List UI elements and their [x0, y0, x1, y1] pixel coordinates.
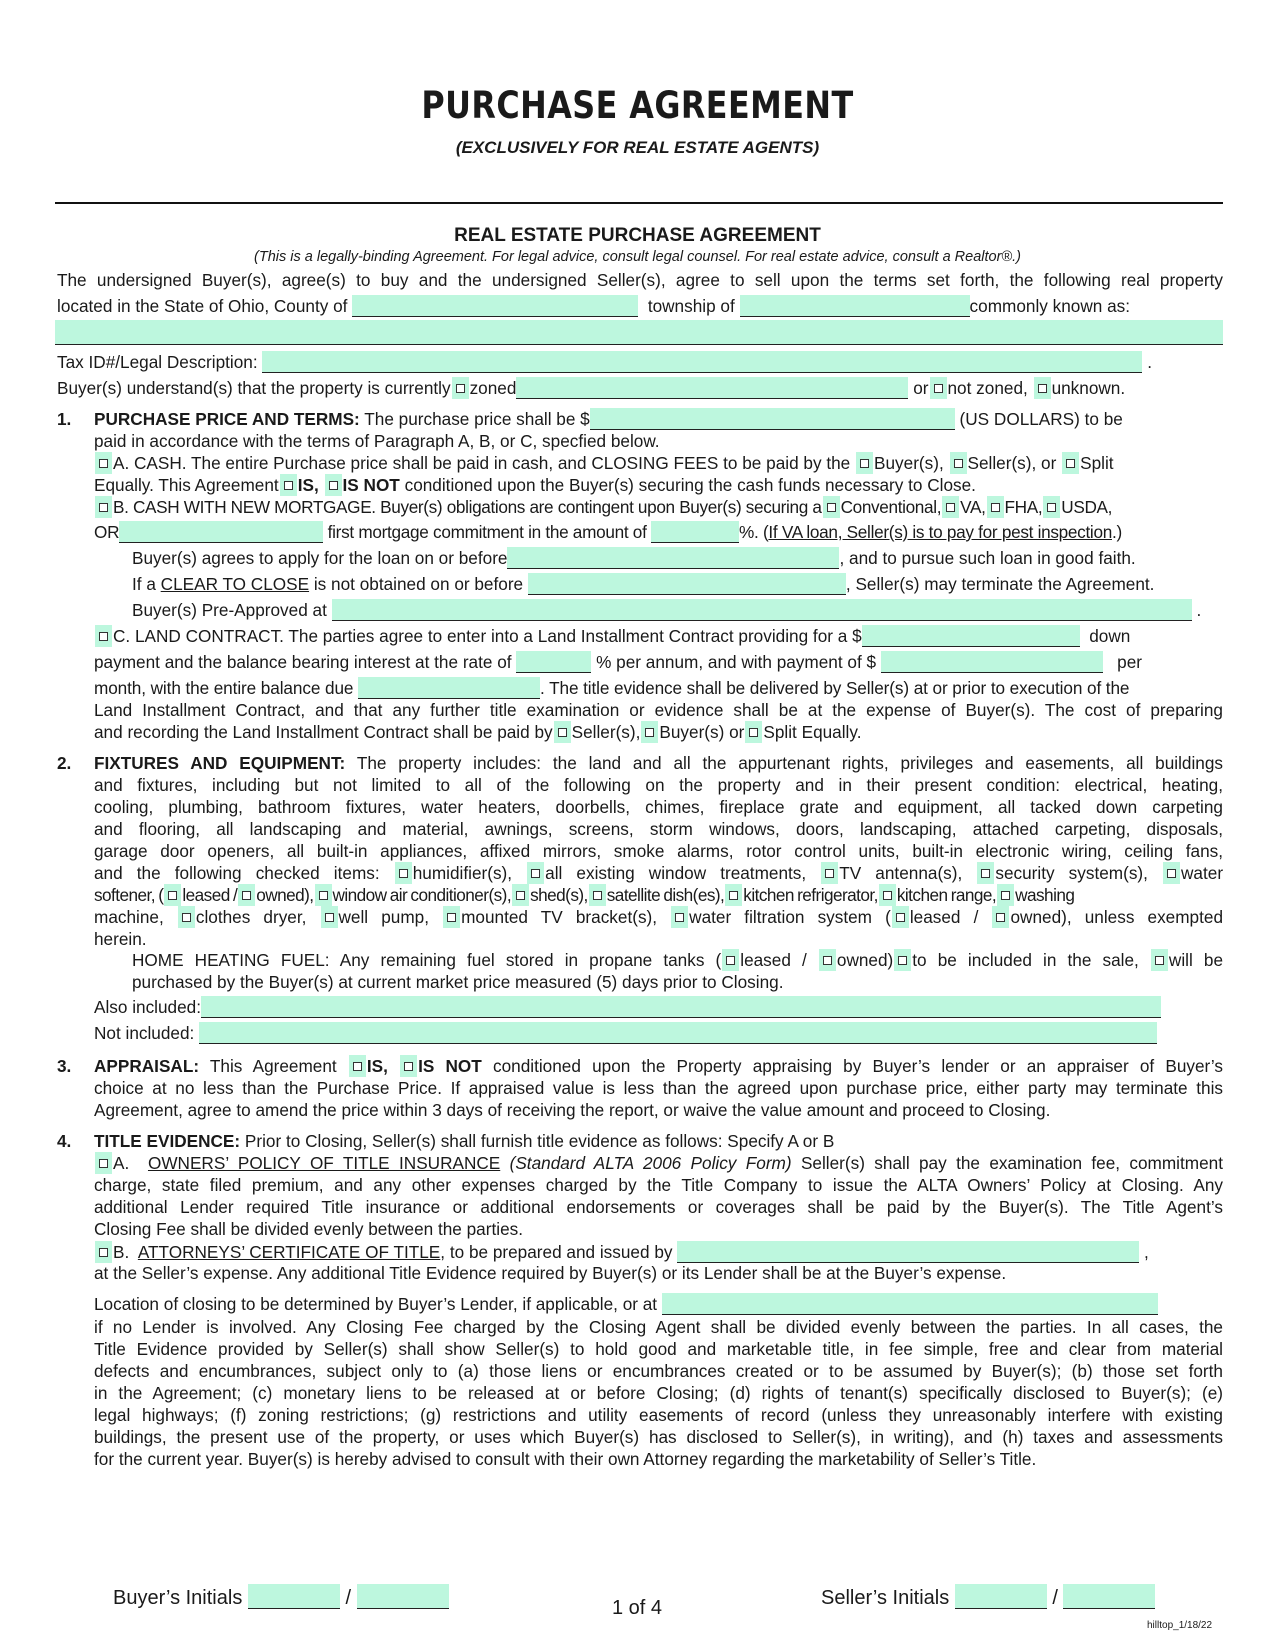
title-option-b-line-1: B. ATTORNEYS’ CERTIFICATE OF TITLE, to be prepared and issued by ,	[94, 1241, 1223, 1263]
cash-is-checkbox[interactable]	[280, 474, 297, 496]
attorney-field[interactable]	[677, 1241, 1139, 1263]
land-contract-buyer-checkbox[interactable]	[641, 721, 658, 743]
purchase-price-field[interactable]	[590, 408, 955, 430]
fuel-purchased-checkbox[interactable]	[1151, 949, 1168, 971]
title-option-a-line-4: Closing Fee shall be divided evenly between the parties.	[94, 1219, 523, 1239]
section-2-line-6: and the following checked items: humidifier(s), all existing window treatments, TV antenna(s), security system(s), water	[94, 863, 1224, 883]
section-4-number: 4.	[57, 1131, 72, 1151]
document-subtitle: (EXCLUSIVELY FOR REAL ESTATE AGENTS)	[455, 138, 820, 157]
water-filtration-checkbox[interactable]	[671, 906, 688, 928]
unknown-zoning-checkbox[interactable]	[1034, 377, 1051, 399]
option-a-line-2: Equally. This Agreement IS, IS NOT conditioned upon the Buyer(s) securing the cash funds necessary to Close.	[94, 475, 976, 495]
closing-fees-buyer-checkbox[interactable]	[856, 452, 873, 474]
property-address-field[interactable]	[55, 320, 1223, 345]
page-number: 1 of 4	[612, 1597, 663, 1619]
humidifier-checkbox[interactable]	[395, 862, 412, 884]
title-insurance-checkbox[interactable]	[95, 1152, 112, 1174]
tv-bracket-checkbox[interactable]	[443, 906, 460, 928]
pre-approved-line: Buyer(s) Pre-Approved at .	[132, 600, 1202, 620]
option-c-line-2: payment and the balance bearing interest at the rate of % per annum, and with payment of $ per	[94, 652, 1143, 672]
option-a-cash-checkbox[interactable]	[95, 452, 112, 474]
loan-apply-date-field[interactable]	[507, 547, 839, 569]
section-1-number: 1.	[57, 409, 72, 429]
clear-to-close-line: If a CLEAR TO CLOSE is not obtained on or before , Seller(s) may terminate the Agreement.	[132, 574, 1155, 594]
section-4-heading: TITLE EVIDENCE:	[94, 1131, 241, 1151]
section-2-line-9: herein.	[94, 929, 147, 949]
option-c-line-5: and recording the Land Installment Contract shall be paid by Seller(s), Buyer(s) or Split Equally.	[94, 722, 862, 742]
clear-to-close-date-field[interactable]	[528, 573, 846, 595]
washing-machine-checkbox[interactable]	[997, 884, 1014, 906]
fuel-leased-checkbox[interactable]	[722, 949, 739, 971]
kitchen-range-checkbox[interactable]	[879, 884, 896, 906]
fuel-included-checkbox[interactable]	[894, 949, 911, 971]
legal-note: (This is a legally-binding Agreement. For legal advice, consult legal counsel. For real estate advice, consult a Realtor®.)	[254, 249, 1021, 265]
pre-approved-lender-field[interactable]	[332, 599, 1192, 621]
section-2-line-3: cooling, plumbing, bathroom fixtures, water heaters, doorbells, chimes, fireplace grate and equipment, all tacked down carpeting	[94, 797, 1223, 817]
filtration-owned-checkbox[interactable]	[992, 906, 1009, 928]
closing-fees-split-checkbox[interactable]	[1062, 452, 1079, 474]
monthly-payment-field[interactable]	[881, 651, 1103, 673]
mortgage-type-field[interactable]	[119, 521, 323, 543]
softener-leased-checkbox[interactable]	[164, 884, 181, 906]
seller-initials-field-2[interactable]	[1063, 1584, 1155, 1609]
apply-loan-line: Buyer(s) agrees to apply for the loan on or before , and to pursue such loan in good faith.	[132, 548, 1136, 568]
seller-initials-field-1[interactable]	[955, 1584, 1047, 1609]
interest-rate-field[interactable]	[516, 651, 591, 673]
fuel-owned-checkbox[interactable]	[819, 949, 836, 971]
section-2-line-7: softener, ( leased / owned), window air conditioner(s), shed(s), satellite dish(es), kitchen refrigerator, kitchen range, washing	[94, 885, 1075, 905]
security-system-checkbox[interactable]	[977, 862, 994, 884]
also-included-line: Also included:	[94, 996, 1223, 1018]
usda-checkbox[interactable]	[1043, 496, 1060, 518]
well-pump-checkbox[interactable]	[321, 906, 338, 928]
tax-id-line: Tax ID#/Legal Description: .	[57, 352, 1152, 372]
mortgage-percent-field[interactable]	[651, 521, 739, 543]
zoned-checkbox[interactable]	[452, 377, 469, 399]
option-c-line-3: month, with the entire balance due . The title evidence shall be delivered by Seller(s) at or prior to execution of the	[94, 678, 1130, 698]
title-paragraph-line-2: Title Evidence provided by Seller(s) shall show Seller(s) to hold good and marketable title, in fee simple, free and clear from material	[94, 1339, 1223, 1359]
section-1-line-2: paid in accordance with the terms of Paragraph A, B, or C, specfied below.	[94, 431, 660, 451]
zoning-line: Buyer(s) understand(s) that the property is currently zoned or not zoned, unknown.	[57, 378, 1126, 398]
section-3-number: 3.	[57, 1056, 72, 1076]
option-b-line-2: OR first mortgage commitment in the amount of %. (If VA loan, Seller(s) is to pay for pest inspection.)	[94, 522, 1122, 542]
conventional-checkbox[interactable]	[823, 496, 840, 518]
shed-checkbox[interactable]	[512, 884, 529, 906]
option-c-line-1: C. LAND CONTRACT. The parties agree to enter into a Land Installment Contract providing for a $ down	[94, 625, 1223, 647]
title-paragraph-line-6: buildings, the present use of the property, or uses which Buyer(s) has disclosed to Seller(s), in writing), and (h) taxes and assessments	[94, 1427, 1223, 1447]
document-title: PURCHASE AGREEMENT	[421, 84, 854, 127]
heating-fuel-line-1: HOME HEATING FUEL: Any remaining fuel stored in propane tanks ( leased / owned) to be included in the sale, will be	[132, 950, 1224, 970]
section-2-line-4: and flooring, all landscaping and material, awnings, screens, storm windows, doors, landscaping, attached carpeting, disposals,	[94, 819, 1223, 839]
title-option-a-line-2: charge, state filed premium, and any other expenses charged by the Title Company to issue the ALTA Owners’ Policy at Closing. Any	[94, 1175, 1223, 1195]
title-paragraph-line-4: in the Agreement; (c) monetary liens to be released at or before Closing; (d) rights of tenant(s) specifically disclosed to Buyer(s); (e)	[94, 1383, 1223, 1403]
section-4-line-1: TITLE EVIDENCE: Prior to Closing, Seller(s) shall furnish title evidence as follows: Specify A or B	[94, 1131, 835, 1151]
township-field[interactable]	[740, 295, 970, 317]
title-paragraph-line-3: defects and encumbrances, subject only to (a) those liens or encumbrances created or to be assumed by Buyer(s); (b) those set forth	[94, 1361, 1223, 1381]
title-paragraph-line-5: legal highways; (f) zoning restrictions; (g) restrictions and utility easements of record (unless they unreasonably interfere with existing	[94, 1405, 1223, 1425]
section-2-line-1: FIXTURES AND EQUIPMENT: The property includes: the land and all the appurtenant rights, privileges and easements, all buildings	[94, 753, 1224, 773]
not-included-field[interactable]	[199, 1022, 1157, 1044]
section-2-line-2: and fixtures, including but not limited to all of the following on the property and in their present condition: electrical, heating,	[94, 775, 1223, 795]
section-1-line-1: PURCHASE PRICE AND TERMS: The purchase price shall be $ (US DOLLARS) to be	[94, 409, 1123, 429]
heating-fuel-line-2: purchased by the Buyer(s) at current market price measured (5) days prior to Closing.	[132, 972, 784, 992]
header-divider	[55, 202, 1223, 204]
appraisal-is-checkbox[interactable]	[349, 1055, 366, 1077]
down-payment-field[interactable]	[862, 625, 1080, 647]
county-field[interactable]	[352, 295, 638, 317]
filtration-leased-checkbox[interactable]	[892, 906, 909, 928]
closing-location-line: Location of closing to be determined by Buyer’s Lender, if applicable, or at	[94, 1293, 1223, 1315]
land-contract-seller-checkbox[interactable]	[554, 721, 571, 743]
section-3-line-1: APPRAISAL: This Agreement IS, IS NOT conditioned upon the Property appraising by Buyer’s lender or an appraiser of Buyer’s	[94, 1056, 1224, 1076]
zoning-field[interactable]	[516, 377, 908, 399]
window-ac-checkbox[interactable]	[315, 884, 332, 906]
also-included-field[interactable]	[201, 996, 1161, 1018]
option-b-line-1: B. CASH WITH NEW MORTGAGE. Buyer(s) obligations are contingent upon Buyer(s) securing a Conventional, VA, FHA, USDA,	[94, 496, 1223, 518]
closing-location-field[interactable]	[662, 1293, 1158, 1315]
section-2-line-5: garage door openers, all built-in appliances, affixed mirrors, smoke alarms, rotor control units, built-in electronic wiring, ceiling fans,	[94, 841, 1223, 861]
seller-initials: Seller’s Initials /	[821, 1584, 1155, 1610]
buyer-initials: Buyer’s Initials /	[113, 1584, 449, 1610]
section-3-heading: APPRAISAL:	[94, 1056, 200, 1076]
form-code: hilltop_1/18/22	[1147, 1620, 1213, 1631]
title-paragraph-line-1: if no Lender is involved. Any Closing Fee charged by the Closing Agent shall be divided evenly between the parties. In all cases, the	[94, 1317, 1223, 1337]
closing-fees-seller-checkbox[interactable]	[950, 452, 967, 474]
option-c-line-4: Land Installment Contract, and that any further title examination or evidence shall be at the expense of Buyer(s). The cost of preparing	[94, 700, 1223, 720]
va-checkbox[interactable]	[942, 496, 959, 518]
window-treatments-checkbox[interactable]	[527, 862, 544, 884]
option-c-land-contract-checkbox[interactable]	[95, 625, 112, 647]
water-softener-checkbox[interactable]	[1163, 862, 1180, 884]
agreement-heading: REAL ESTATE PURCHASE AGREEMENT	[454, 225, 821, 246]
buyer-initials-field-2[interactable]	[357, 1584, 449, 1609]
section-2-heading: FIXTURES AND EQUIPMENT:	[94, 753, 346, 773]
section-3-line-2: choice at no less than the Purchase Price. If appraised value is less than the agreed upon purchase price, either party may terminate this	[94, 1078, 1223, 1098]
satellite-dish-checkbox[interactable]	[589, 884, 606, 906]
title-option-a-line-1: A. OWNERS’ POLICY OF TITLE INSURANCE (Standard ALTA 2006 Policy Form) Seller(s) shall pay the examination fee, commitment	[94, 1152, 1223, 1174]
attorney-certificate-checkbox[interactable]	[95, 1241, 112, 1263]
title-paragraph-line-7: for the current year. Buyer(s) is hereby advised to consult with their own Attorney regarding the marketability of Seller’s Title.	[94, 1449, 1037, 1469]
cash-is-not-checkbox[interactable]	[325, 474, 342, 496]
intro-line-2: located in the State of Ohio, County of township of commonly known as:	[57, 296, 1131, 316]
balance-due-date-field[interactable]	[358, 677, 540, 699]
refrigerator-checkbox[interactable]	[725, 884, 742, 906]
section-2-line-8: machine, clothes dryer, well pump, mounted TV bracket(s), water filtration system ( leased / owned), unless exempted	[94, 907, 1223, 927]
section-2-number: 2.	[57, 753, 72, 773]
fha-checkbox[interactable]	[987, 496, 1004, 518]
appraisal-is-not-checkbox[interactable]	[400, 1055, 417, 1077]
section-3-line-3: Agreement, agree to amend the price within 3 days of receiving the report, or waive the value amount and proceed to Closing.	[94, 1100, 1051, 1120]
tv-antenna-checkbox[interactable]	[821, 862, 838, 884]
softener-owned-checkbox[interactable]	[238, 884, 255, 906]
title-option-b-line-2: at the Seller’s expense. Any additional Title Evidence required by Buyer(s) or its Lender shall be at the Buyer’s expense.	[94, 1263, 1007, 1283]
intro-line-1: The undersigned Buyer(s), agree(s) to buy and the undersigned Seller(s), agree to sell upon the terms set forth, the following real property	[57, 270, 1223, 290]
option-a-line-1: A. CASH. The entire Purchase price shall be paid in cash, and CLOSING FEES to be paid by the Buyer(s), Seller(s), or Split	[94, 452, 1223, 474]
title-option-a-line-3: additional Lender required Title insurance or additional endorsements or coverages shall be paid by the Buyer(s). The Title Agent’s	[94, 1197, 1223, 1217]
clothes-dryer-checkbox[interactable]	[178, 906, 195, 928]
land-contract-split-checkbox[interactable]	[745, 721, 762, 743]
not-included-line: Not included:	[94, 1022, 1223, 1044]
not-zoned-checkbox[interactable]	[930, 377, 947, 399]
tax-id-field[interactable]	[262, 351, 1142, 373]
buyer-initials-field-1[interactable]	[248, 1584, 340, 1609]
option-b-mortgage-checkbox[interactable]	[95, 496, 112, 518]
section-1-heading: PURCHASE PRICE AND TERMS:	[94, 409, 360, 429]
